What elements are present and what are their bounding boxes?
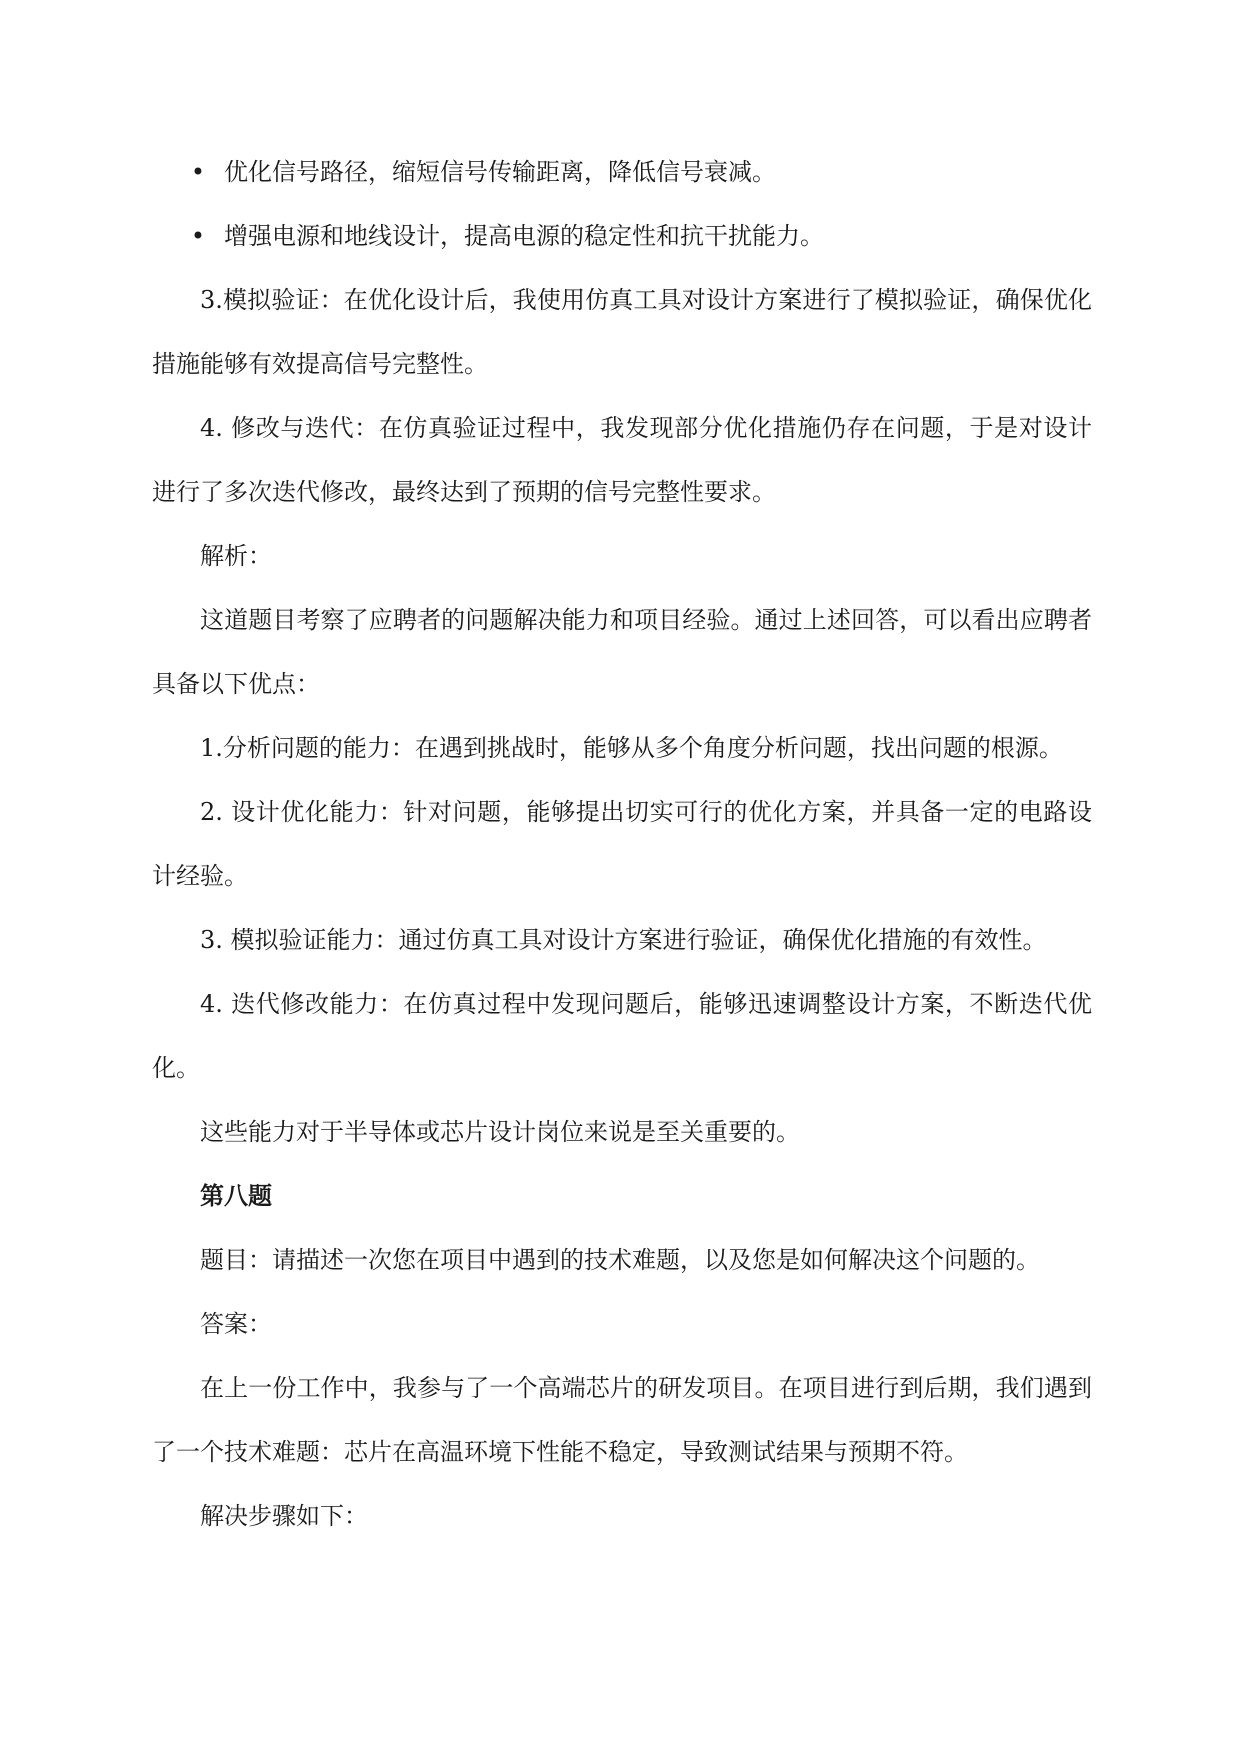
- paragraph-analysis-label: 解析：: [200, 542, 272, 570]
- paragraph-simulation-verification: 3.模拟验证：在优化设计后，我使用仿真工具对设计方案进行了模拟验证，确保优化措施能够有效提高信号完整性。: [152, 286, 1092, 378]
- document-page: [152, 140, 1092, 1548]
- bullet-text: 增强电源和地线设计，提高电源的稳定性和抗干扰能力。: [224, 222, 824, 250]
- paragraph-answer-label: 答案：: [200, 1310, 272, 1338]
- paragraph-solution-steps: 解决步骤如下：: [200, 1502, 368, 1530]
- bullet-item: [152, 204, 1092, 268]
- paragraph-ability-analysis: 1.分析问题的能力：在遇到挑战时，能够从多个角度分析问题，找出问题的根源。: [200, 734, 1063, 762]
- section-heading: 第八题: [200, 1181, 272, 1210]
- paragraph-ability-simulation: 3. 模拟验证能力：通过仿真工具对设计方案进行验证，确保优化措施的有效性。: [200, 926, 1047, 954]
- paragraph-question: 题目：请描述一次您在项目中遇到的技术难题，以及您是如何解决这个问题的。: [200, 1246, 1040, 1274]
- bullet-dot-icon: •: [190, 158, 206, 186]
- paragraph-modify-iterate: 4. 修改与迭代：在仿真验证过程中，我发现部分优化措施仍存在问题，于是对设计进行了多次迭代修改，最终达到了预期的信号完整性要求。: [152, 414, 1092, 506]
- paragraph-analysis-intro: 这道题目考察了应聘者的问题解决能力和项目经验。通过上述回答，可以看出应聘者具备以下优点：: [152, 606, 1092, 698]
- bullet-text: 优化信号路径，缩短信号传输距离，降低信号衰减。: [224, 158, 776, 186]
- paragraph-ability-design: 2. 设计优化能力：针对问题，能够提出切实可行的优化方案，并具备一定的电路设计经验。: [152, 798, 1092, 890]
- paragraph-ability-iteration: 4. 迭代修改能力：在仿真过程中发现问题后，能够迅速调整设计方案，不断迭代优化。: [152, 990, 1092, 1082]
- paragraph-conclusion: 这些能力对于半导体或芯片设计岗位来说是至关重要的。: [200, 1118, 800, 1146]
- bullet-item: [152, 140, 1092, 204]
- paragraph-answer-body: 在上一份工作中，我参与了一个高端芯片的研发项目。在项目进行到后期，我们遇到了一个技术难题：芯片在高温环境下性能不稳定，导致测试结果与预期不符。: [152, 1374, 1092, 1466]
- bullet-dot-icon: •: [190, 222, 206, 250]
